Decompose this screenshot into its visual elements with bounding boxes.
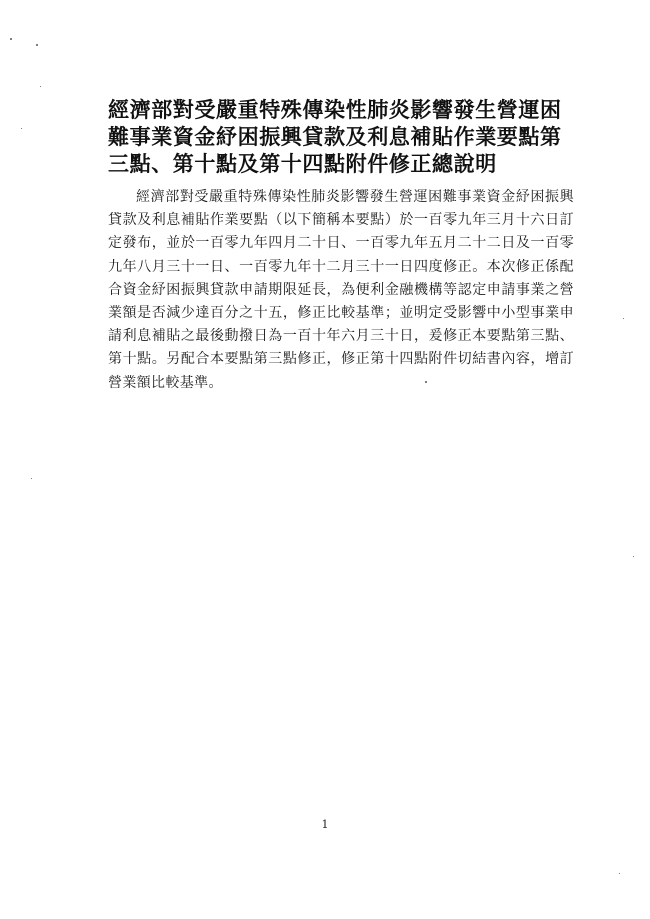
scan-speck <box>619 873 620 874</box>
scan-speck <box>31 478 32 479</box>
document-title: 經濟部對受嚴重特殊傳染性肺炎影響發生營運困難事業資金紓困振興貸款及利息補貼作業要點第三點、第十點及第十四點附件修正總說明 <box>108 97 562 176</box>
scan-speck <box>21 128 22 129</box>
scan-speck <box>633 556 634 557</box>
scan-speck <box>36 44 38 46</box>
page-number: 1 <box>321 818 329 831</box>
document-body-paragraph: 經濟部對受嚴重特殊傳染性肺炎影響發生營運困難事業資金紓困振興貸款及利息補貼作業要點（以下簡稱本要點）於一百零九年三月十六日訂定發布，並於一百零九年四月二十日、一百零九年五月二十二日及一百零九年八月三十一日、一百零九年十二月三十一日四度修正。本次修正係配合資金紓困振興貸款申請期限延長，為便利金融機構等認定申請事業之營業額是否減少達百分之十五，修正比較基準；並明定受影響中小型事業申請利息補貼之最後動撥日為一百十年六月三十日，爰修正本要點第三點、第十點。另配合本要點第三點修正，修正第十四點附件切結書內容，增訂營業額比較基準。 <box>108 189 574 391</box>
scan-speck <box>10 38 12 40</box>
scan-speck <box>623 318 624 319</box>
scan-speck <box>40 86 41 87</box>
